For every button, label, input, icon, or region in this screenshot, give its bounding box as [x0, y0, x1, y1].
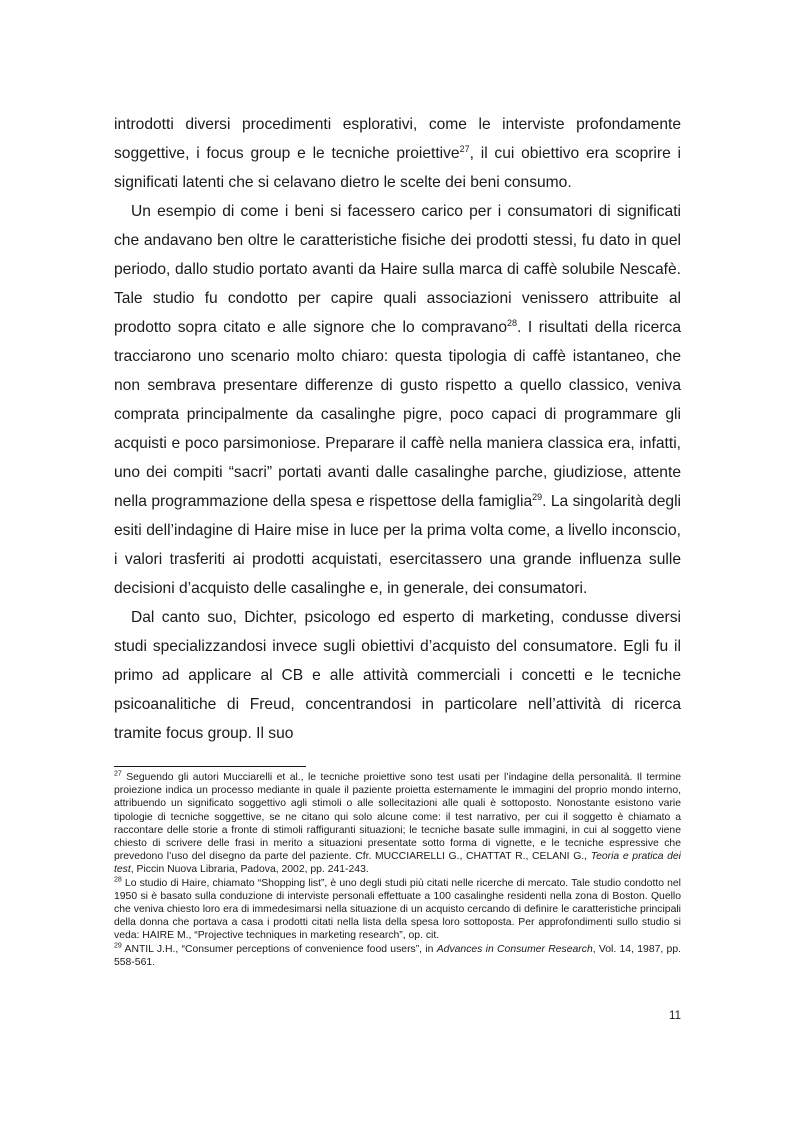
footnote-text: , Piccin Nuova Libraria, Padova, 2002, pp. 241-243. — [130, 864, 369, 876]
footnote-28 — [114, 877, 681, 943]
paragraph-text: introdotti diversi procedimenti esplorativi, come le interviste profondamente soggettive, i focus group e le tecniche proiettive — [114, 116, 681, 162]
footnote-separator — [114, 766, 306, 767]
body-text — [114, 110, 681, 748]
paragraph-text: . La singolarità degli esiti dell’indagine di Haire mise in luce per la prima volta come, a livello inconscio, i valori trasferiti ai prodotti acquistati, esercitassero una grande influenza sulle decisioni d’acquisto delle casalinghe e, in generale, dei consumatori. — [114, 493, 682, 597]
footnote-27 — [114, 771, 681, 877]
footnote-number: 29 — [114, 942, 122, 950]
paragraph-text: . I risultati della ricerca tracciarono uno scenario molto chiaro: questa tipologia di caffè istantaneo, che non sembrava presentare differenze di gusto rispetto a quello classico, veniva comprata principalmente da casalinghe pigre, poco capaci di programmare gli acquisti e poco parsimoniose. Preparare il caffè nella maniera classica era, infatti, uno dei compiti “sacri” portati avanti dalle casalinghe parche, giudiziose, attente nella programmazione della spesa e rispettose della famiglia — [114, 319, 682, 510]
footnote-text: Lo studio di Haire, chiamato “Shopping list”, è uno degli studi più citati nelle ricerche di mercato. Tale studio condotto nel 1950 si è basato sulla conduzione di interviste personali effettuate a 100 casalinghe residenti nella zona di Boston. Quello che veniva chiesto loro era di immedesimarsi nella situazione di un acquisto cercando di definire le caratteristiche principali della donna che portava a casa i prodotti citati nella lista della spesa loro sottoposta. Per approfondimenti sullo studio si veda: HAIRE M., “Projective techniques in marketing research”, op. cit. — [114, 877, 681, 942]
paragraph-3: Dal canto suo, Dichter, psicologo ed esperto di marketing, condusse diversi studi specializzandosi invece sugli obiettivi d’acquisto del consumatore. Egli fu il primo ad applicare al CB e alle attività commerciali i concetti e le tecniche psicoanalitiche di Freud, concentrandosi in particolare nell’attività di ricerca tramite focus group. Il suo — [114, 609, 681, 742]
footnote-ref-27: 27 — [459, 143, 470, 154]
footnotes — [114, 771, 681, 969]
footnote-title: Teoria e pratica dei test — [114, 851, 681, 876]
page-number: 11 — [669, 1010, 681, 1022]
paragraph-1 — [114, 110, 681, 197]
footnote-ref-29: 29 — [532, 491, 543, 502]
footnote-ref-28: 28 — [507, 317, 518, 328]
footnote-text: , Vol. 14, 1987, pp. 558-561. — [114, 943, 682, 968]
paragraph-2 — [114, 197, 681, 603]
paragraph-text: , il cui obiettivo era scoprire i significati latenti che si celavano dietro le scelte dei beni consumo. — [114, 145, 681, 191]
footnote-number: 28 — [114, 876, 122, 884]
footnote-text: Seguendo gli autori Mucciarelli et al., le tecniche proiettive sono test usati per l’indagine della personalità. Il termine proiezione indica un processo mediante in quale il paziente proietta esternamente le immagini del proprio mondo interno, attribuendo un significato soggettivo agli stimoli o alle sollecitazioni alle quali è sottoposto. Nonostante esistono varie tipologie di tecniche soggettive, se ne citano qui solo alcune come: il test narrativo, per cui il soggetto è chiamato a raccontare delle storie a fronte di stimoli raffiguranti situazioni; le tecniche basate sulle immagini, in cui al soggetto viene chiesto di scrivere delle frasi in merito a situazioni presentate sotto forma di vignette, e le tecniche espressive che prevedono l’uso del disegno da parte del paziente. Cfr. MUCCIARELLI G., CHATTAT R., CELANI G., — [114, 772, 681, 863]
footnote-number: 27 — [114, 770, 122, 778]
footnote-29 — [114, 943, 681, 969]
footnote-title: Advances in Consumer Research — [436, 943, 593, 955]
paragraph-text: Un esempio di come i beni si facessero carico per i consumatori di significati che andavano ben oltre le caratteristiche fisiche dei prodotti stessi, fu dato in quel periodo, dallo studio portato avanti da Haire sulla marca di caffè solubile Nescafè. Tale studio fu condotto per capire quali associazioni venissero attribuite al prodotto sopra citato e alle signore che lo compravano — [114, 203, 681, 336]
footnote-text: ANTIL J.H., “Consumer perceptions of convenience food users”, in — [121, 943, 437, 955]
